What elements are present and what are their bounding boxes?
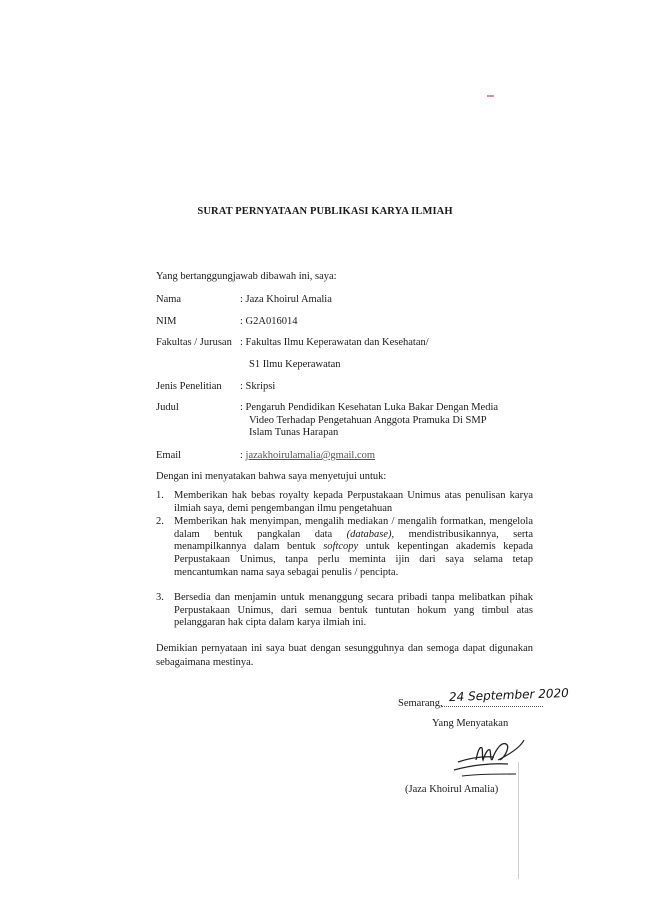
list-text: Bersedia dan menjamin untuk menanggung secara pribadi tanpa melibatkan pihak Perpustakaan Unimus, dari semua bentuk tuntutan hokum yang timbul atas pelanggaran hak cipta dalam karya ilmiah ini. [174,592,533,629]
judul-line-2: Video Terhadap Pengetahuan Anggota Pramuka Di SMP [249,414,487,426]
place-label: Semarang, [398,698,443,709]
handwritten-date: 24 September 2020 [448,685,569,705]
field-label: NIM [156,316,177,327]
field-value: : G2A016014 [240,316,298,327]
closing-text: Demikian pernyataan ini saya buat dengan sesungguhnya dan semoga dapat digunakan sebagaimana mestinya. [156,643,533,668]
signer-name: (Jaza Khoirul Amalia) [405,784,499,795]
field-label: Jenis Penelitian [156,381,222,392]
field-label: Fakultas / Jurusan [156,337,232,348]
scan-line [518,762,519,879]
list-number: 2. [156,516,164,527]
list-text [174,516,533,580]
field-label: Email [156,450,182,461]
list-text-part: mendistribusikannya, serta menampilkannya dalam bentuk [174,528,533,553]
field-value [240,402,536,440]
list-text-part: Memberikan hak menyimpan, mengalih mediakan / mengalih formatkan, mengelola dalam bentuk pangkalan data [174,516,533,540]
document-title: SURAT PERNYATAAN PUBLIKASI KARYA ILMIAH [197,206,453,217]
field-value: : Fakultas Ilmu Keperawatan dan Kesehatan/ [240,337,429,348]
judul-line-1: : Pengaruh Pendidikan Kesehatan Luka Bakar Dengan Media [240,402,499,413]
pink-mark [487,95,494,97]
judul-line-3: Islam Tunas Harapan [249,427,339,438]
signer-title: Yang Menyatakan [432,718,509,729]
field-value: : Jaza Khoirul Amalia [240,294,332,305]
list-text: Memberikan hak bebas royalty kepada Perpustakaan Unimus atas penulisan karya ilmiah saya, demi pengembangan ilmu pengetahuan [174,490,533,514]
field-value-continued: S1 Ilmu Keperawatan [249,359,341,370]
date-dotted-line [441,706,543,707]
list-text-part: untuk kepentingan akademis kepada Perpustakaan Unimus, tanpa perlu meminta ijin dari saya selama tetap mencantumkan nama saya sebagai penulis / pencipta. [174,541,533,578]
field-value: : Skripsi [240,381,276,392]
field-value [240,450,536,461]
list-number: 1. [156,490,164,501]
list-text-emphasis: (database), [346,528,395,540]
email-prefix: : [240,450,246,461]
field-label: Nama [156,294,182,305]
email-link[interactable]: jazakhoirulamalia@gmail.com [245,450,376,461]
list-number: 3. [156,592,164,603]
intro-text: Yang bertanggungjawab dibawah ini, saya: [156,271,337,282]
statement-text: Dengan ini menyatakan bahwa saya menyetujui untuk: [156,471,387,482]
list-text-emphasis: softcopy [323,541,359,553]
field-label: Judul [156,402,179,413]
